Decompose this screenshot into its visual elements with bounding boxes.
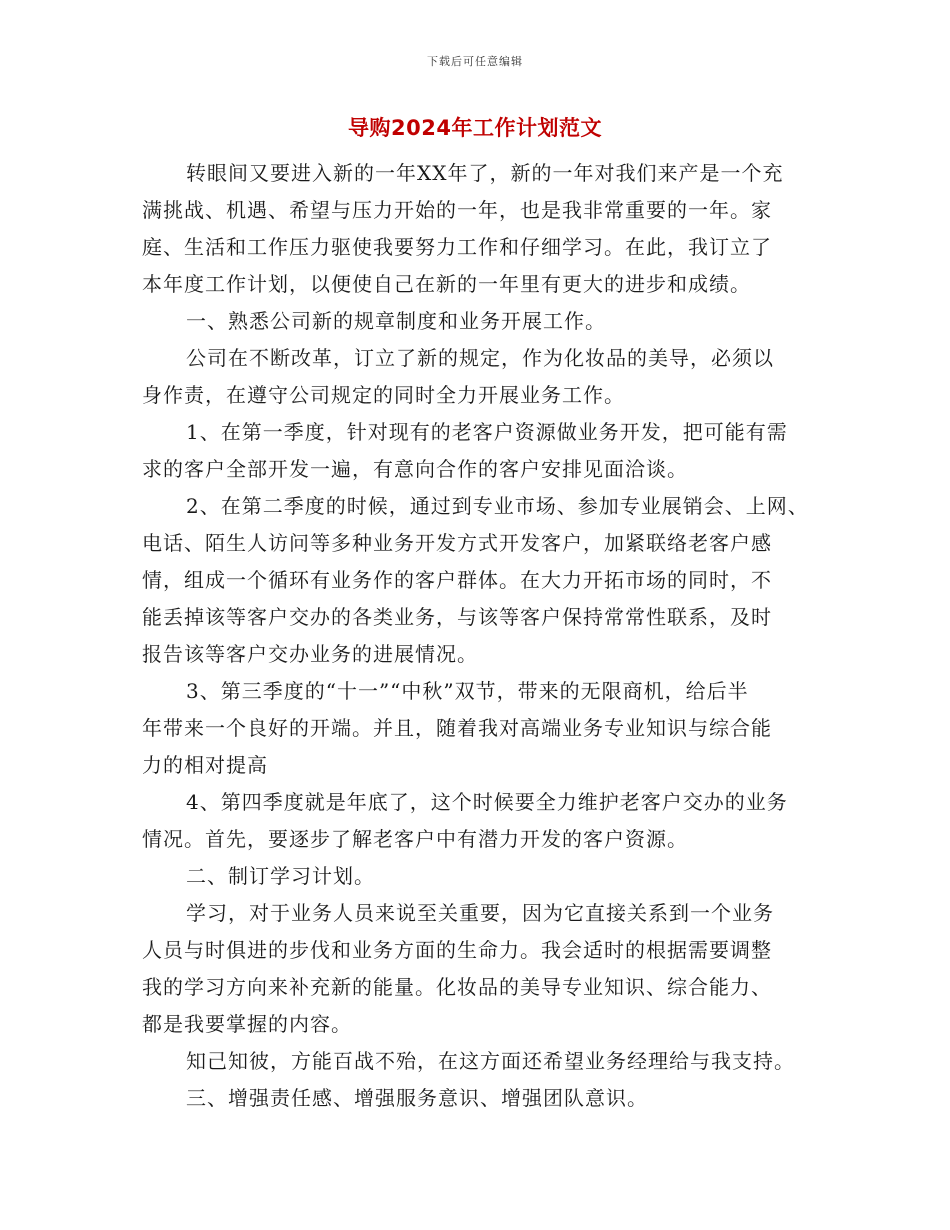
text-line: 人员与时俱进的步伐和业务方面的生命力。我会适时的根据需要调整 xyxy=(142,938,772,962)
text-line: 二、制订学习计划。 xyxy=(186,864,375,888)
text-line: 三、增强责任感、增强服务意识、增强团队意识。 xyxy=(186,1086,648,1110)
text-line: 我的学习方向来补充新的能量。化妆品的美导专业知识、综合能力、 xyxy=(142,975,772,999)
text-line: 情，组成一个循环有业务作的客户群体。在大力开拓市场的同时，不 xyxy=(142,568,772,592)
text-line: 力的相对提高 xyxy=(142,753,268,777)
text-line: 情况。首先，要逐步了解老客户中有潜力开发的客户资源。 xyxy=(142,827,688,851)
header-note: 下载后可任意编辑 xyxy=(427,55,523,68)
text-line: 4、第四季度就是年底了，这个时候要全力维护老客户交办的业务 xyxy=(186,790,788,814)
text-line: 1、在第一季度，针对现有的老客户资源做业务开发，把可能有需 xyxy=(186,420,788,444)
text-line: 都是我要掌握的内容。 xyxy=(142,1012,352,1036)
text-line: 满挑战、机遇、希望与压力开始的一年，也是我非常重要的一年。家 xyxy=(142,198,772,222)
text-line: 学习，对于业务人员来说至关重要，因为它直接关系到一个业务 xyxy=(186,901,774,925)
text-line: 求的客户全部开发一遍，有意向合作的客户安排见面洽谈。 xyxy=(142,457,688,481)
document-title: 导购2024年工作计划范文 xyxy=(348,116,602,140)
text-line: 一、熟悉公司新的规章制度和业务开展工作。 xyxy=(186,309,606,333)
text-line: 年带来一个良好的开端。并且，随着我对高端业务专业知识与综合能 xyxy=(142,716,772,740)
text-line: 本年度工作计划，以便使自己在新的一年里有更大的进步和成绩。 xyxy=(142,272,751,296)
text-line: 身作责，在遵守公司规定的同时全力开展业务工作。 xyxy=(142,383,625,407)
text-line: 报告该等客户交办业务的进展情况。 xyxy=(142,642,478,666)
document-body xyxy=(142,155,822,1117)
text-line: 电话、陌生人访问等多种业务开发方式开发客户，加紧联络老客户感 xyxy=(142,531,772,555)
text-line: 庭、生活和工作压力驱使我要努力工作和仔细学习。在此，我订立了 xyxy=(142,235,772,259)
text-line: 公司在不断改革，订立了新的规定，作为化妆品的美导，必须以 xyxy=(186,346,774,370)
text-line: 2、在第二季度的时候，通过到专业市场、参加专业展销会、上网、 xyxy=(186,494,809,518)
text-line: 知己知彼，方能百战不殆，在这方面还希望业务经理给与我支持。 xyxy=(186,1049,795,1073)
text-line: 转眼间又要进入新的一年XX年了，新的一年对我们来产是一个充 xyxy=(186,161,784,185)
text-line: 能丢掉该等客户交办的各类业务，与该等客户保持常常性联系，及时 xyxy=(142,605,772,629)
text-line: 3、第三季度的“十一”“中秋”双节，带来的无限商机，给后半 xyxy=(186,679,749,703)
